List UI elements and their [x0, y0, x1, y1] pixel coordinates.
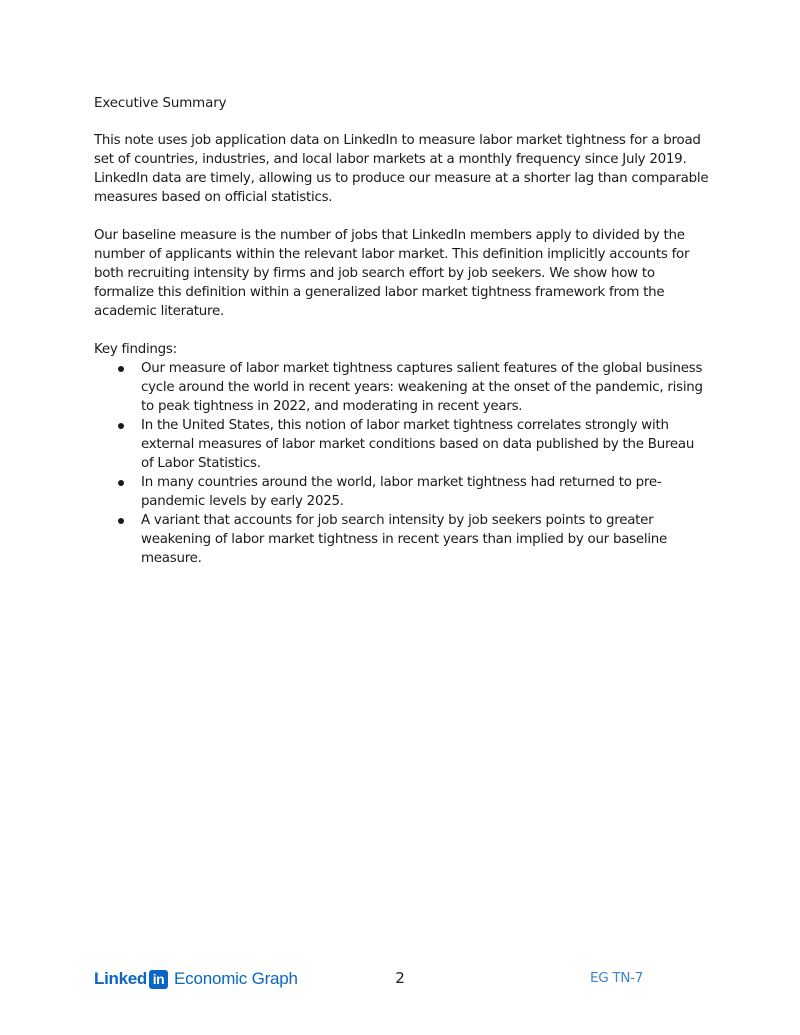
finding-item	[94, 511, 710, 568]
key-findings-label: Key findings:	[94, 342, 177, 357]
bullet-icon	[118, 518, 124, 524]
finding-item	[94, 473, 710, 511]
intro-paragraph: This note uses job application data on LinkedIn to measure labor market tightness for a broad set of countries, industries, and local labor markets at a monthly frequency since July 2019. LinkedIn data are timely, allowing us to produce our measure at a shorter lag than comparable measures based on official statistics.	[94, 133, 709, 205]
section-heading: Executive Summary	[94, 96, 227, 111]
logo-subtitle: Economic Graph	[174, 969, 298, 988]
logo-wordmark: Linked	[94, 969, 147, 988]
bullet-icon	[118, 366, 124, 372]
document-code: EG TN-7	[590, 970, 643, 986]
page-number: 2	[395, 969, 405, 987]
document-body	[94, 94, 710, 568]
linkedin-economic-graph-logo	[94, 966, 298, 992]
page-footer	[0, 966, 800, 992]
bullet-icon	[118, 480, 124, 486]
finding-text: In many countries around the world, labor market tightness had returned to pre-pandemic levels by early 2025.	[141, 475, 662, 509]
bullet-icon	[118, 423, 124, 429]
finding-text: A variant that accounts for job search intensity by job seekers points to greater weakening of labor market tightness in recent years than implied by our baseline measure.	[141, 513, 668, 566]
linkedin-in-icon: in	[149, 970, 168, 989]
finding-text: Our measure of labor market tightness captures salient features of the global business cycle around the world in recent years: weakening at the onset of the pandemic, rising to peak tightness in 2022, and moderating in recent years.	[141, 361, 703, 414]
finding-text: In the United States, this notion of labor market tightness correlates strongly with external measures of labor market conditions based on data published by the Bureau of Labor Statistics.	[141, 418, 695, 471]
finding-item	[94, 359, 710, 416]
baseline-paragraph: Our baseline measure is the number of jobs that LinkedIn members apply to divided by the number of applicants within the relevant labor market. This definition implicitly accounts for both recruiting intensity by firms and job search effort by job seekers. We show how to formalize this definition within a generalized labor market tightness framework from the academic literature.	[94, 228, 690, 319]
key-findings-list	[94, 359, 710, 568]
finding-item	[94, 416, 710, 473]
